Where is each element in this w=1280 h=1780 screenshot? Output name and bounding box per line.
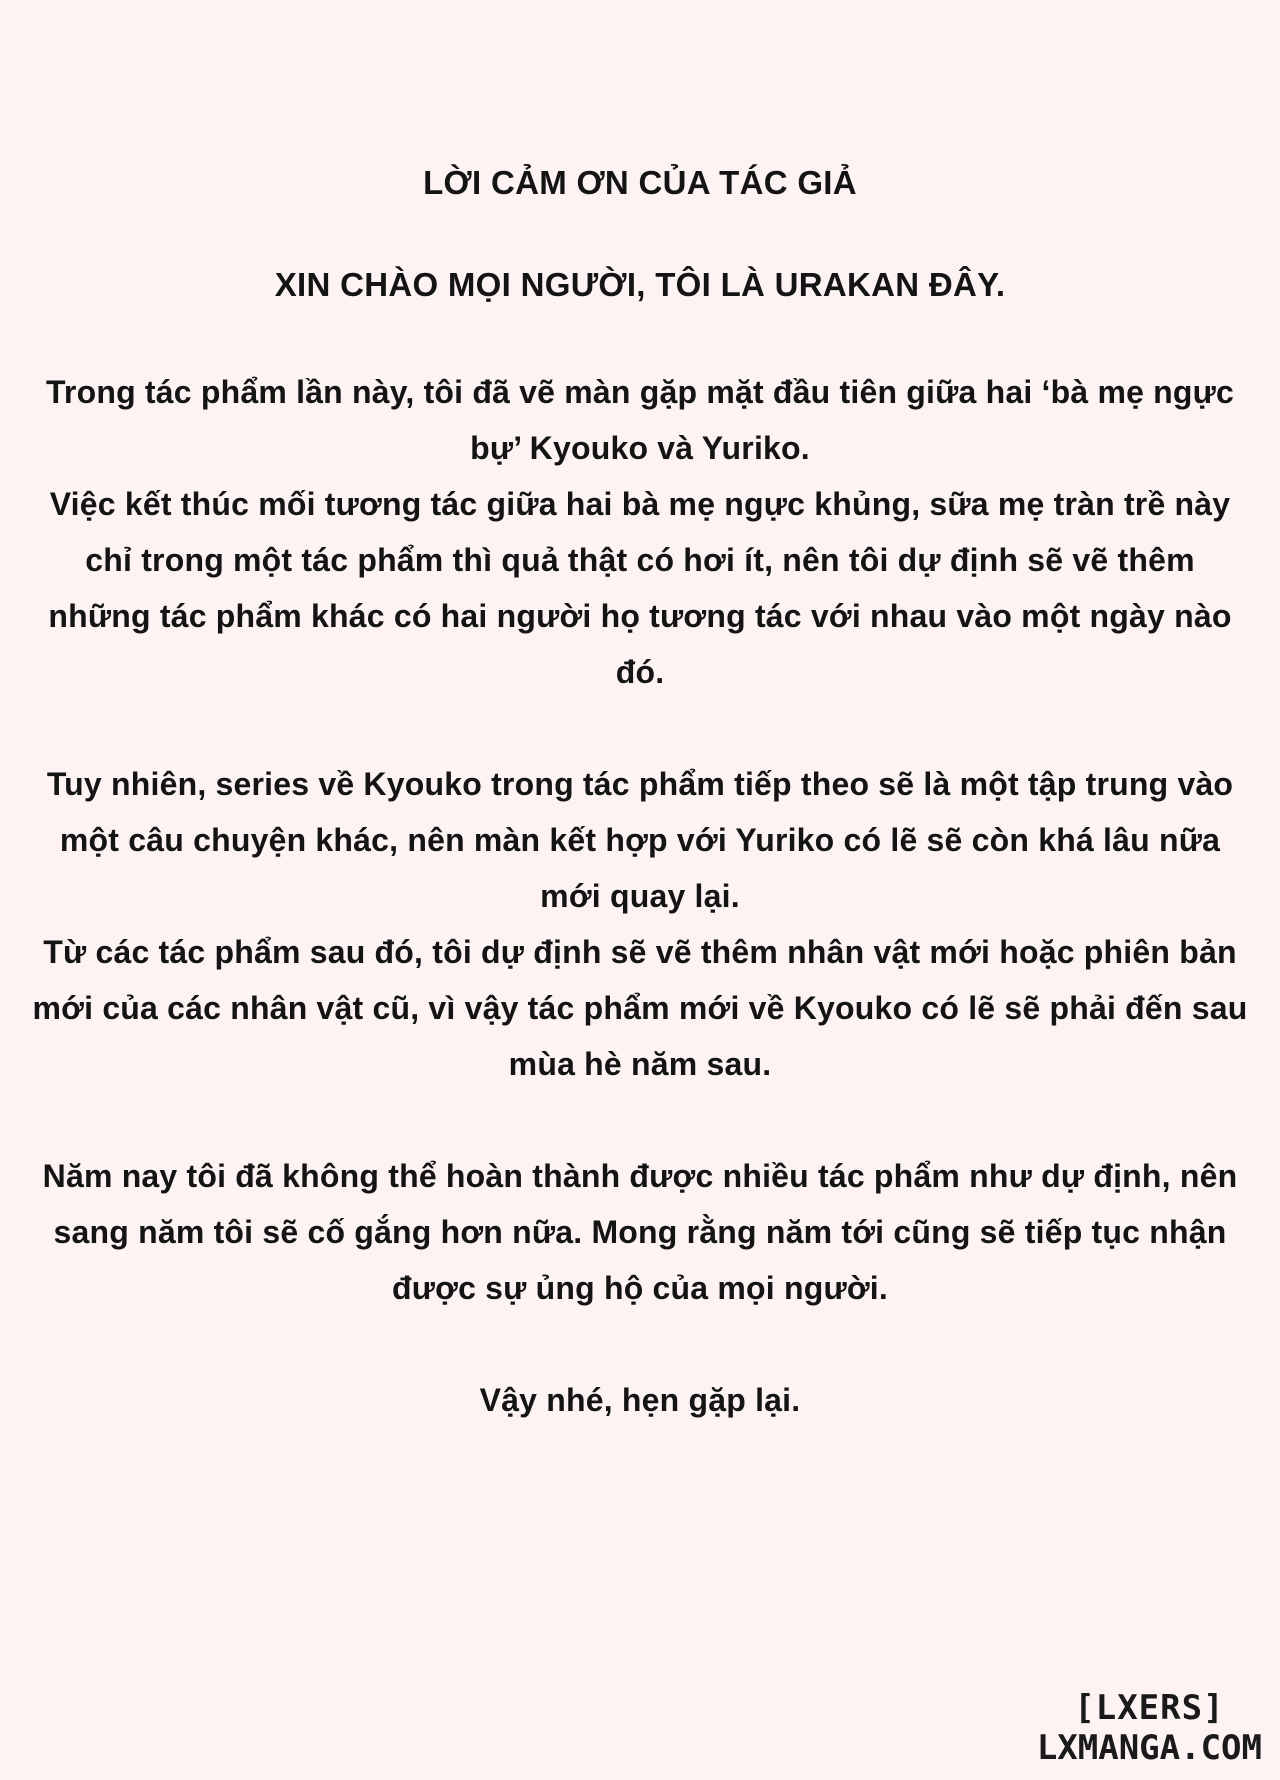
paragraph-4: Từ các tác phẩm sau đó, tôi dự định sẽ vẽ thêm nhân vật mới hoặc phiên bản mới của các nhân vật cũ, vì vậy tác phẩm mới về Kyouko có lẽ sẽ phải đến sau mùa hè năm sau.	[32, 934, 1248, 1082]
paragraph-1: Trong tác phẩm lần này, tôi đã vẽ màn gặp mặt đầu tiên giữa hai ‘bà mẹ ngực bự’ Kyouko và Yuriko.	[45, 374, 1235, 466]
page-title: LỜI CẢM ƠN CỦA TÁC GIẢ	[423, 164, 857, 201]
watermark-tag: [LXERS]	[1074, 1688, 1225, 1728]
paragraph-2: Việc kết thúc mối tương tác giữa hai bà mẹ ngực khủng, sữa mẹ tràn trề này chỉ trong một tác phẩm thì quả thật có hơi ít, nên tôi dự định sẽ vẽ thêm những tác phẩm khác có hai người họ tương tác với nhau vào một ngày nào đó.	[48, 486, 1232, 690]
watermark-site: LXMANGA.COM	[1036, 1728, 1262, 1768]
paragraph-3: Tuy nhiên, series về Kyouko trong tác phẩm tiếp theo sẽ là một tập trung vào một câu chuyện khác, nên màn kết hợp với Yuriko có lẽ sẽ còn khá lâu nữa mới quay lại.	[46, 766, 1234, 914]
site-watermark	[1037, 1688, 1262, 1768]
greeting-line: XIN CHÀO MỌI NGƯỜI, TÔI LÀ URAKAN ĐÂY.	[274, 266, 1006, 303]
paragraph-5: Năm nay tôi đã không thể hoàn thành được nhiều tác phẩm như dự định, nên sang năm tôi sẽ cố gắng hơn nữa. Mong rằng năm tới cũng sẽ tiếp tục nhận được sự ủng hộ của mọi người.	[42, 1158, 1238, 1306]
author-afterword	[30, 150, 1250, 1428]
paragraph-6: Vậy nhé, hẹn gặp lại.	[479, 1382, 801, 1418]
